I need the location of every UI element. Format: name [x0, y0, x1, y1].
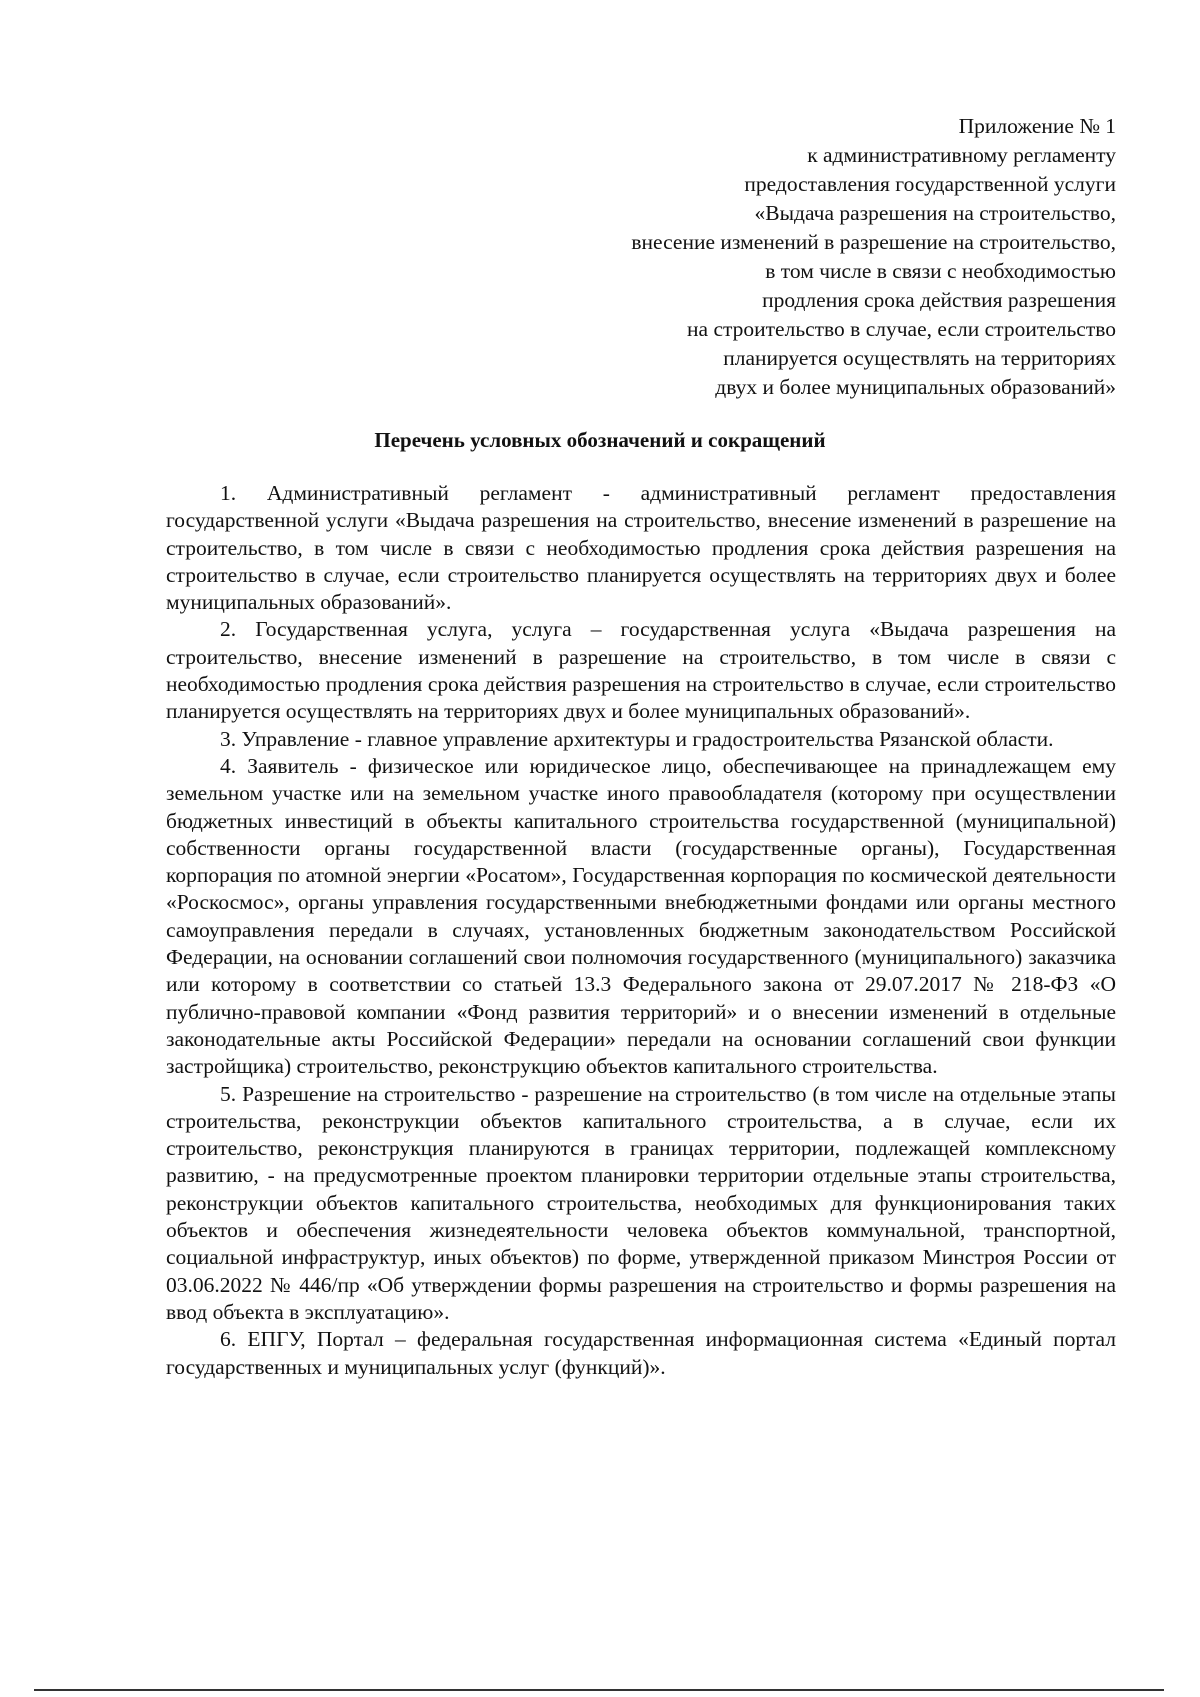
paragraph-item: 2. Государственная услуга, услуга – государственная услуга «Выдача разрешения на строительство, внесение изменений в разрешение на строительство, в том числе в связи с необходимостью продления срока действия разрешения на строительство в случае, если строительство планируется осуществлять на территориях двух и более муниципальных образований». [166, 617, 1116, 724]
document-body [166, 480, 1116, 1381]
appendix-header [436, 112, 1116, 402]
appendix-line: на строительство в случае, если строительство [687, 317, 1116, 341]
document-title: Перечень условных обозначений и сокращений [374, 428, 826, 452]
appendix-line: в том числе в связи с необходимостью [765, 259, 1116, 283]
appendix-line: «Выдача разрешения на строительство, [754, 201, 1116, 225]
appendix-line: планируется осуществлять на территориях [723, 346, 1116, 370]
paragraph-item: 5. Разрешение на строительство - разрешение на строительство (в том числе на отдельные этапы строительства, реконструкции объектов капитального строительства, а в случае, если их строительство, реконструкция планируются в границах территории, подлежащей комплексному развитию, - на предусмотренные проектом планировки территории отдельные этапы строительства, реконструкции объектов капитального строительства, необходимых для функционирования таких объектов и обеспечения жизнедеятельности человека объектов коммунальной, транспортной, социальной инфраструктур, иных объектов) по форме, утвержденной приказом Минстроя России от 03.06.2022 № 446/пр «Об утверждении формы разрешения на строительство и формы разрешения на ввод объекта в эксплуатацию». [166, 1081, 1116, 1324]
appendix-line: предоставления государственной услуги [744, 172, 1116, 196]
appendix-line: продления срока действия разрешения [762, 288, 1116, 312]
paragraph-item: 6. ЕПГУ, Портал – федеральная государственная информационная система «Единый портал государственных и муниципальных услуг (функций)». [166, 1327, 1116, 1379]
appendix-line: двух и более муниципальных образований» [715, 375, 1116, 399]
paragraph-item: 1. Административный регламент - административный регламент предоставления государственной услуги «Выдача разрешения на строительство, внесение изменений в разрешение на строительство, в том числе в связи с необходимостью продления срока действия разрешения на строительство в случае, если строительство планируется осуществлять на территориях двух и более муниципальных образований». [166, 481, 1116, 615]
appendix-line: к административному регламенту [807, 143, 1116, 167]
appendix-line: внесение изменений в разрешение на строительство, [631, 230, 1116, 254]
paragraph-item: 3. Управление - главное управление архитектуры и градостроительства Рязанской области. [220, 726, 1054, 751]
appendix-line: Приложение № 1 [958, 114, 1116, 138]
paragraph-item: 4. Заявитель - физическое или юридическое лицо, обеспечивающее на принадлежащем ему земельном участке или на земельном участке иного правообладателя (которому при осуществлении бюджетных инвестиций в объекты капитального строительства государственной (муниципальной) собственности органы государственной власти (государственные органы), Государственная корпорация по атомной энергии «Росатом», Государственная корпорация по космической деятельности «Роскосмос», органы управления государственными внебюджетными фондами или органы местного самоуправления передали в случаях, установленных бюджетным законодательством Российской Федерации, на основании соглашений свои полномочия государственного (муниципального) заказчика или которому в соответствии со статьей 13.3 Федерального закона от 29.07.2017 № 218-ФЗ «О публично-правовой компании «Фонд развития территорий» и о внесении изменений в отдельные законодательные акты Российской Федерации» передали на основании соглашений свои функции застройщика) строительство, реконструкцию объектов капитального строительства. [166, 753, 1116, 1079]
scan-edge-line [34, 1689, 1164, 1691]
